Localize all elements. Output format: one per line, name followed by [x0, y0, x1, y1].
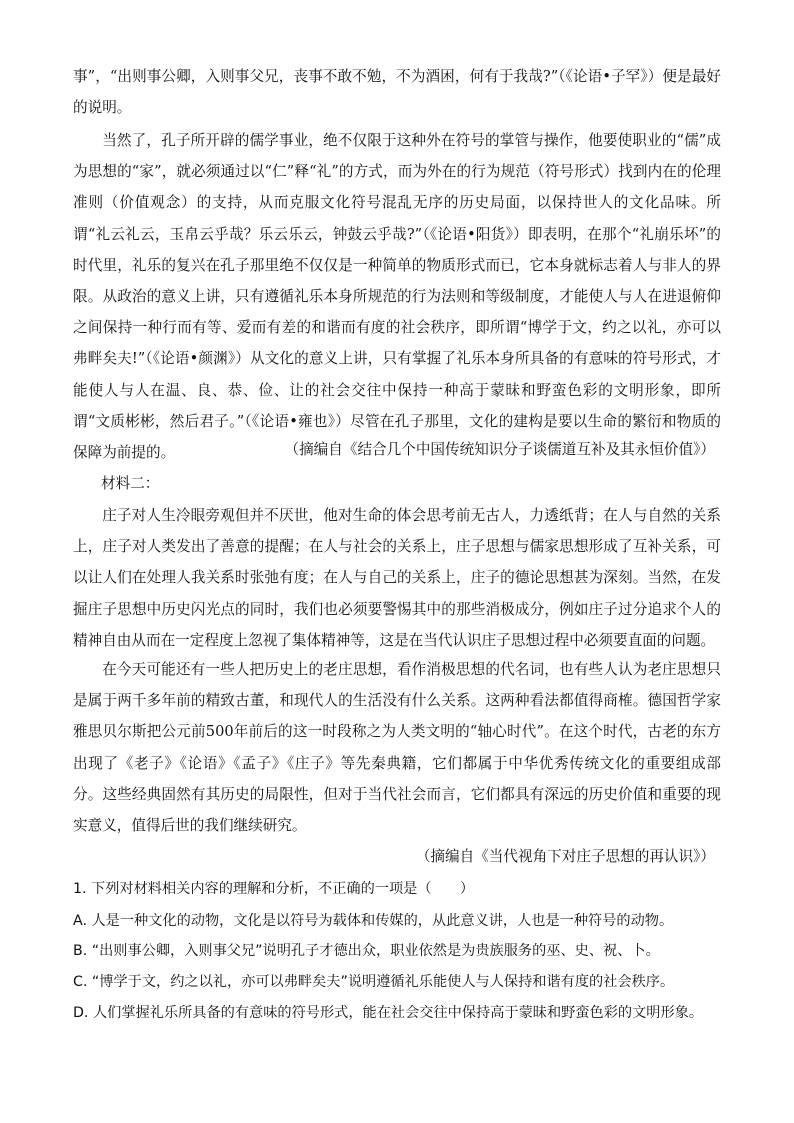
option-c[interactable]: C. “博学于文，约之以礼，亦可以弗畔矣夫”说明遵循礼乐能使人与人保持和谐有度的社会秩序。 [73, 974, 675, 990]
option-b[interactable]: B. “出则事公卿，入则事父兄”说明孔子才德出众，职业依然是为贵族服务的巫、史、祝、卜。 [73, 943, 660, 959]
material1-paragraph-continued: 事”，“出则事公卿，入则事父兄，丧事不敢不勉，不为酒困，何有于我哉?”（《论语•子罕》）便是最好的说明。 [73, 68, 721, 117]
material2-source: （摘编自《当代视角下对庄子思想的再认识》） [415, 848, 715, 865]
material2-label: 材料二： [101, 475, 160, 492]
question-stem: 1. 下列对材料相关内容的理解和分析，不正确的一项是（ ） [73, 881, 475, 897]
option-d[interactable]: D. 人们掌握礼乐所具备的有意味的符号形式，能在社会交往中保持高于蒙昧和野蛮色彩的文明形象。 [73, 1005, 704, 1021]
material2-paragraph-2: 在今天可能还有一些人把历史上的老庄思想，看作消极思想的代名词，也有些人认为老庄思想只是属于两千多年前的精致古董，和现代人的生活没有什么关系。这两种看法都值得商榷。德国哲学家雅思贝尔斯把公元前500年前后的这一时段称之为人类文明的“轴心时代”。在这个时代，古老的东方出现了《老子》《论语》《孟子》《庄子》等先秦典籍，它们都属于中华优秀传统文化的重要组成部分。这些经典固然有其历史的局限性，但对于当代社会而言，它们都具有深远的历史价值和重要的现实意义，值得后世的我们继续研究。 [73, 661, 721, 835]
option-a[interactable]: A. 人是一种文化的动物，文化是以符号为载体和传媒的，从此意义讲，人也是一种符号的动物。 [73, 913, 674, 929]
material2-paragraph-1: 庄子对人生冷眼旁观但并不厌世，他对生命的体会思考前无古人，力透纸背；在人与自然的关系上，庄子对人类发出了善意的提醒；在人与社会的关系上，庄子思想与儒家思想形成了互补关系，可以让人们在处理人我关系时张弛有度；在人与自己的关系上，庄子的德论思想甚为深刻。当然，在发掘庄子思想中历史闪光点的同时，我们也必须要警惕其中的那些消极成分，例如庄子过分追求个人的精神自由从而在一定程度上忽视了集体精神等，这是在当代认识庄子思想过程中必须要直面的问题。 [73, 507, 721, 649]
material1-source: （摘编自《结合几个中国传统知识分子谈儒道互补及其永恒价值》） [284, 441, 715, 458]
material1-paragraph-2: 当然了，孔子所开辟的儒学事业，绝不仅限于这种外在符号的掌管与操作，他要使职业的“儒”成为思想的“家”，就必须通过以“仁”释“礼”的方式，而为外在的行为规范（符号形式）找到内在的伦理准则（价值观念）的支持，从而克服文化符号混乱无序的历史局面，以保持世人的文化品味。所谓“礼云礼云，玉帛云乎哉？乐云乐云，钟鼓云乎哉?”（《论语•阳货》）即表明，在那个“礼崩乐坏”的时代里，礼乐的复兴在孔子那里绝不仅仅是一种简单的物质形式而已，它本身就标志着人与非人的界限。从政治的意义上讲，只有遵循礼乐本身所规范的行为法则和等级制度，才能使人与人在进退俯仰之间保持一种行而有等、爱而有差的和谐而有度的社会秩序，即所谓“博学于文，约之以礼，亦可以弗畔矣夫!”（《论语•颜渊》）从文化的意义上讲，只有掌握了礼乐本身所具备的有意味的符号形式，才能使人与人在温、良、恭、俭、让的社会交往中保持一种高于蒙昧和野蛮色彩的文明形象，即所谓“文质彬彬，然后君子。”（《论语•雍也》）尽管在孔子那里，文化的建构是要以生命的繁衍和物质的保障为前提的。 [73, 132, 721, 462]
